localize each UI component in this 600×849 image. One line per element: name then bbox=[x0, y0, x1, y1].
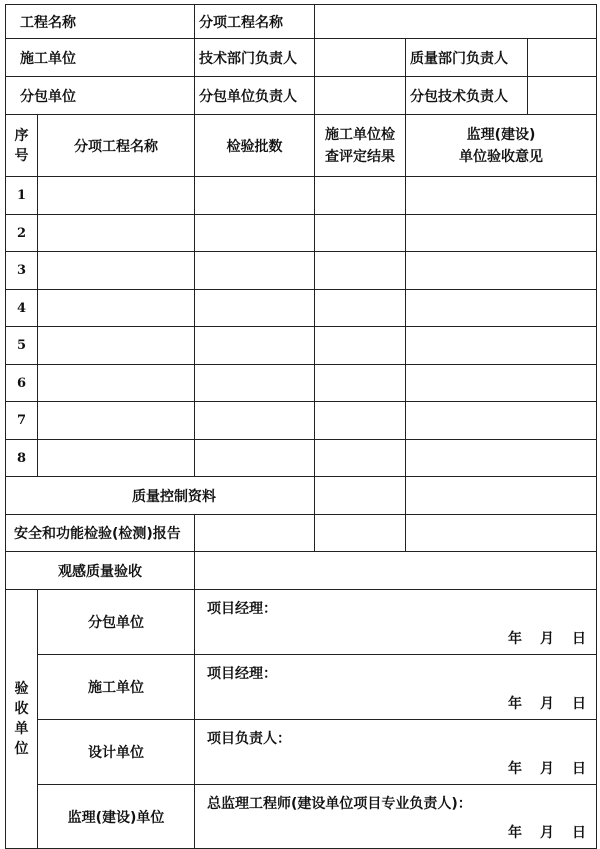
eval-cell[interactable] bbox=[315, 290, 406, 327]
table-row bbox=[6, 440, 597, 477]
item-name-cell[interactable] bbox=[38, 440, 195, 477]
party-role-label: 总监理工程师(建设单位项目专业负责人)： bbox=[207, 796, 472, 812]
party-date bbox=[490, 822, 586, 842]
party-date bbox=[490, 758, 586, 778]
date-day: 日 bbox=[572, 631, 587, 647]
row-number: 1 bbox=[6, 177, 38, 215]
col-eval-header bbox=[315, 115, 406, 177]
safety-reports-label: 安全和功能检验(检测)报告 bbox=[6, 515, 195, 552]
table-row bbox=[6, 402, 597, 440]
tech-dept-label: 技术部门负责人 bbox=[195, 39, 315, 77]
division-name-value[interactable] bbox=[315, 5, 597, 39]
col-opinion-line: 单位验收意见 bbox=[459, 148, 543, 165]
acceptance-group-char: 单 bbox=[14, 721, 29, 737]
date-month: 月 bbox=[540, 631, 555, 647]
batches-cell[interactable] bbox=[195, 177, 315, 215]
table-row bbox=[6, 327, 597, 365]
safety-reports-opinion-cell[interactable] bbox=[406, 515, 597, 552]
item-name-cell[interactable] bbox=[38, 252, 195, 290]
col-seq-char: 序 bbox=[14, 127, 29, 144]
table-row bbox=[6, 252, 597, 290]
opinion-cell[interactable] bbox=[406, 365, 597, 402]
quality-dept-value[interactable] bbox=[528, 39, 597, 77]
party-unit-label: 分包单位 bbox=[38, 590, 195, 655]
item-name-cell[interactable] bbox=[38, 290, 195, 327]
table-row bbox=[6, 290, 597, 327]
item-name-cell[interactable] bbox=[38, 177, 195, 215]
opinion-cell[interactable] bbox=[406, 252, 597, 290]
subcontractor-tech-value[interactable] bbox=[528, 77, 597, 115]
opinion-cell[interactable] bbox=[406, 177, 597, 215]
col-batches-header: 检验批数 bbox=[195, 115, 315, 177]
col-item-name-header: 分项工程名称 bbox=[38, 115, 195, 177]
row-number: 3 bbox=[6, 252, 38, 290]
quality-docs-opinion-cell[interactable] bbox=[406, 477, 597, 515]
eval-cell[interactable] bbox=[315, 402, 406, 440]
constructor-label: 施工单位 bbox=[6, 39, 195, 77]
row-number: 7 bbox=[6, 402, 38, 440]
party-date bbox=[490, 693, 586, 713]
safety-reports-eval-cell[interactable] bbox=[315, 515, 406, 552]
party-role-label: 项目负责人： bbox=[207, 731, 291, 747]
batches-cell[interactable] bbox=[195, 402, 315, 440]
date-year: 年 bbox=[508, 825, 523, 841]
quality-docs-label: 质量控制资料 bbox=[6, 477, 315, 515]
date-year: 年 bbox=[508, 761, 523, 777]
eval-cell[interactable] bbox=[315, 177, 406, 215]
table-row bbox=[6, 215, 597, 252]
col-eval-line: 查评定结果 bbox=[325, 148, 395, 165]
quality-dept-label: 质量部门负责人 bbox=[406, 39, 528, 77]
date-month: 月 bbox=[540, 825, 555, 841]
table-row bbox=[6, 177, 597, 215]
subcontractor-label: 分包单位 bbox=[6, 77, 195, 115]
party-unit-label: 设计单位 bbox=[38, 720, 195, 785]
col-seq-header bbox=[6, 115, 38, 177]
quality-docs-eval-cell[interactable] bbox=[315, 477, 406, 515]
party-unit-label: 监理(建设)单位 bbox=[38, 785, 195, 849]
acceptance-group-label bbox=[6, 590, 38, 849]
batches-cell[interactable] bbox=[195, 327, 315, 365]
party-role-label: 项目经理： bbox=[207, 666, 277, 682]
safety-reports-batches-cell[interactable] bbox=[195, 515, 315, 552]
party-unit-label: 施工单位 bbox=[38, 655, 195, 720]
acceptance-group-char: 验 bbox=[14, 681, 29, 697]
appearance-label: 观感质量验收 bbox=[6, 552, 195, 590]
subcontractor-head-value[interactable] bbox=[315, 77, 406, 115]
eval-cell[interactable] bbox=[315, 327, 406, 365]
date-day: 日 bbox=[572, 696, 587, 712]
opinion-cell[interactable] bbox=[406, 290, 597, 327]
item-name-cell[interactable] bbox=[38, 365, 195, 402]
opinion-cell[interactable] bbox=[406, 215, 597, 252]
row-number: 6 bbox=[6, 365, 38, 402]
col-opinion-line: 监理(建设) bbox=[466, 126, 536, 143]
tech-dept-value[interactable] bbox=[315, 39, 406, 77]
batches-cell[interactable] bbox=[195, 440, 315, 477]
item-name-cell[interactable] bbox=[38, 402, 195, 440]
item-name-cell[interactable] bbox=[38, 327, 195, 365]
date-day: 日 bbox=[572, 761, 587, 777]
row-number: 8 bbox=[6, 440, 38, 477]
division-name-label: 分项工程名称 bbox=[195, 5, 315, 39]
eval-cell[interactable] bbox=[315, 252, 406, 290]
col-opinion-header bbox=[406, 115, 597, 177]
subcontractor-tech-label: 分包技术负责人 bbox=[406, 77, 528, 115]
batches-cell[interactable] bbox=[195, 252, 315, 290]
party-sign-cell[interactable] bbox=[195, 785, 597, 849]
date-month: 月 bbox=[540, 696, 555, 712]
date-year: 年 bbox=[508, 631, 523, 647]
date-month: 月 bbox=[540, 761, 555, 777]
opinion-cell[interactable] bbox=[406, 402, 597, 440]
table-row bbox=[6, 365, 597, 402]
eval-cell[interactable] bbox=[315, 440, 406, 477]
row-number: 2 bbox=[6, 215, 38, 252]
subdivision-acceptance-table bbox=[5, 4, 597, 849]
col-eval-line: 施工单位检 bbox=[325, 126, 395, 143]
subcontractor-head-label: 分包单位负责人 bbox=[195, 77, 315, 115]
eval-cell[interactable] bbox=[315, 215, 406, 252]
acceptance-group-char: 位 bbox=[14, 741, 29, 757]
date-day: 日 bbox=[572, 825, 587, 841]
batches-cell[interactable] bbox=[195, 215, 315, 252]
party-sign-cell[interactable] bbox=[195, 720, 597, 785]
col-seq-char: 号 bbox=[14, 147, 29, 164]
batches-cell[interactable] bbox=[195, 290, 315, 327]
eval-cell[interactable] bbox=[315, 365, 406, 402]
item-name-cell[interactable] bbox=[38, 215, 195, 252]
acceptance-group-char: 收 bbox=[14, 701, 29, 717]
project-name-label: 工程名称 bbox=[6, 5, 195, 39]
batches-cell[interactable] bbox=[195, 365, 315, 402]
row-number: 5 bbox=[6, 327, 38, 365]
row-number: 4 bbox=[6, 290, 38, 327]
party-sign-cell[interactable] bbox=[195, 655, 597, 720]
date-year: 年 bbox=[508, 696, 523, 712]
appearance-value-cell[interactable] bbox=[195, 552, 597, 590]
party-role-label: 项目经理： bbox=[207, 601, 277, 617]
party-sign-cell[interactable] bbox=[195, 590, 597, 655]
opinion-cell[interactable] bbox=[406, 440, 597, 477]
party-date bbox=[490, 628, 586, 648]
opinion-cell[interactable] bbox=[406, 327, 597, 365]
